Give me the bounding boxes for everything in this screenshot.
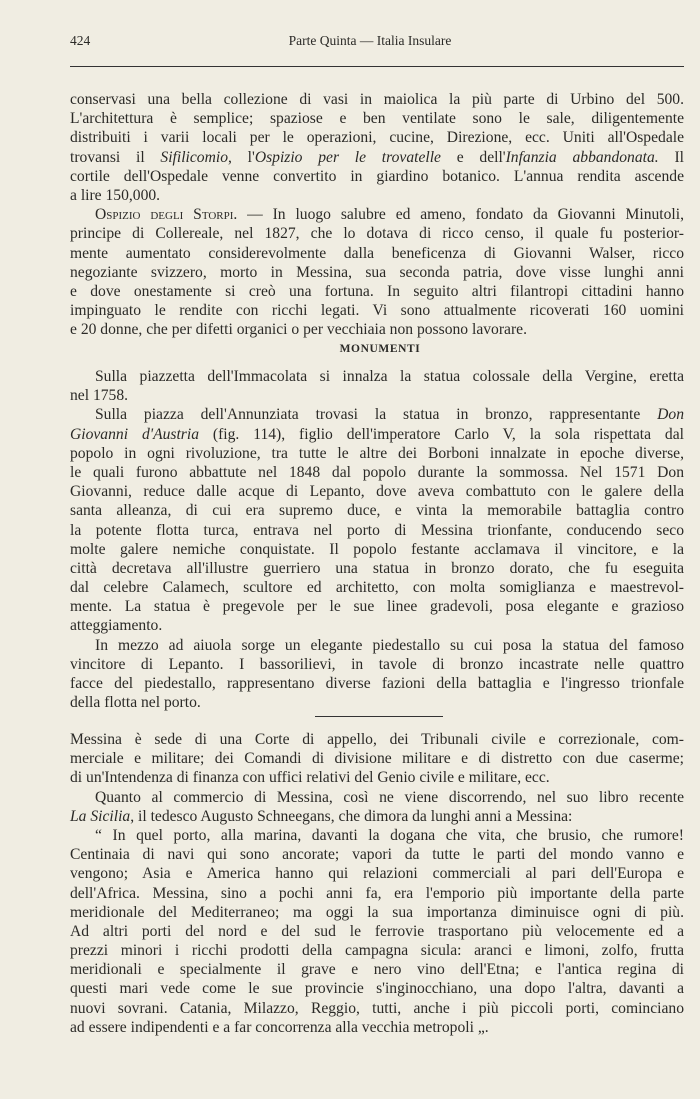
text-segment: Centinaia di navi qui sono ancorate; vapori da tutte le parti del mondo vanno e	[70, 846, 684, 864]
text-line	[70, 521, 684, 540]
text-segment: nel 1758.	[70, 387, 129, 405]
text-line	[70, 559, 684, 578]
text-segment: “ In quel porto, alla marina, davanti la dogana che vita, che brusio, che rumore!	[95, 826, 684, 844]
text-segment: principe di Collereale, nel 1827, che lo dotava di ricco censo, il quale fu posterior-	[70, 225, 684, 243]
text-segment: distribuiti i varii locali per le operazioni, cucine, Direzione, ecc. Uniti all'Ospedale	[70, 129, 684, 147]
text-segment: nuovi sovrani. Catania, Milazzo, Reggio, tutti, anche i più piccoli porti, cominciano	[70, 999, 684, 1017]
text-line	[70, 186, 684, 205]
text-line	[70, 845, 684, 864]
text-segment: dell'Africa. Messina, sino a pochi anni fa, era l'emporio più importante della parte	[70, 884, 684, 902]
text-line	[70, 655, 684, 674]
text-segment: La Sicilia	[70, 807, 131, 825]
text-block-hospitals	[70, 90, 684, 339]
section-heading: MONUMENTI	[339, 343, 421, 355]
text-line	[70, 263, 684, 282]
text-segment: trovansi il	[70, 148, 161, 166]
text-line	[70, 320, 684, 339]
text-line	[70, 674, 684, 693]
text-line	[70, 167, 684, 186]
text-segment: — In luogo salubre ed ameno, fondato da Giovanni Minutoli,	[237, 206, 684, 224]
text-line	[70, 864, 684, 883]
text-segment: e dove onestamente si creò una fortuna. In seguito altri filantropi cittadini hanno	[70, 282, 684, 300]
text-segment: Don	[657, 406, 684, 424]
text-line	[70, 826, 684, 845]
text-line	[70, 109, 684, 128]
text-block-commerce	[70, 730, 684, 1037]
text-line	[70, 749, 684, 768]
text-line	[70, 941, 684, 960]
text-segment: e dell'	[440, 148, 506, 166]
text-line	[70, 1018, 684, 1037]
text-segment: , l'	[228, 148, 255, 166]
text-segment: questi mari vede come le sue provincie s'inginocchiano, una dopo l'altra, davanti a	[70, 980, 684, 998]
text-segment: L'architettura è semplice; spaziose e ben ventilate sono le sale, diligentemente	[70, 110, 684, 128]
text-line	[70, 128, 684, 147]
text-segment: Il	[658, 148, 684, 166]
text-line	[70, 768, 684, 787]
text-line	[70, 616, 684, 635]
text-segment: In mezzo ad aiuola sorge un elegante piedestallo su cui posa la statua del famoso	[95, 636, 684, 654]
text-segment: Sulla piazza dell'Annunziata trovasi la statua in bronzo, rappresentante	[95, 406, 658, 424]
text-segment: meridionale del Mediterraneo; ma oggi la sua importanza diminuisce ogni di più.	[70, 903, 684, 921]
text-line	[70, 540, 684, 559]
text-segment: Ad altri porti del nord e del sud le ferrovie trasportano più velocemente ed a	[70, 922, 684, 940]
text-segment: Messina è sede di una Corte di appello, dei Tribunali civile e correzionale, com-	[70, 731, 684, 748]
text-segment: mente. La statua è pregevole per le sue linee gradevoli, posa elegante e grazioso	[70, 598, 684, 616]
text-line	[70, 960, 684, 979]
text-segment: atteggiamento.	[70, 617, 163, 635]
text-line	[70, 425, 684, 444]
header-rule	[70, 66, 684, 67]
text-segment: Sifilicomio	[160, 148, 228, 166]
text-segment: la potente flotta turca, entrava nel porto di Messina trionfante, conducendo seco	[70, 521, 684, 539]
text-segment: conservasi una bella collezione di vasi in maiolica la più parte di Urbino del 500.	[70, 91, 684, 108]
text-line	[70, 463, 684, 482]
text-line	[70, 224, 684, 243]
text-line	[70, 301, 684, 320]
text-line	[70, 884, 684, 903]
text-segment: di un'Intendenza di finanza con uffici relativi del Genio civile e militare, ecc.	[70, 769, 550, 787]
text-line	[70, 922, 684, 941]
text-line	[70, 501, 684, 520]
text-segment: dal celebre Calamech, scultore ed architetto, con molta somiglianza e maestrevol-	[70, 579, 684, 597]
text-segment: impinguato le rendite con ricchi legati. Vi sono attualmente ricoverati 160 uomini	[70, 302, 684, 320]
text-segment: Giovanni d'Austria	[70, 425, 199, 443]
text-segment: molte galere nemiche conquistate. Il popolo festante acclamava il vincitore, e la	[70, 540, 684, 558]
text-segment: negoziante svizzero, morto in Messina, sua seconda patria, dove visse lunghi anni	[70, 263, 684, 281]
text-line	[70, 979, 684, 998]
text-segment: città decretava all'illustre guerriero una statua in bronzo dorato, che fu eseguita	[70, 559, 684, 577]
text-segment: Giovanni, reduce dalle acque di Lepanto, dove aveva combattuto con le galere della	[70, 483, 684, 501]
text-segment: Infanzia abbandonata.	[505, 148, 659, 166]
text-segment: a lire 150,000.	[70, 186, 161, 204]
text-line	[70, 148, 684, 167]
text-block-monuments	[70, 367, 684, 712]
text-segment: mente aumentato considerevolmente dalla beneficenza di Giovanni Walser, ricco	[70, 244, 684, 262]
text-line	[70, 578, 684, 597]
text-line	[70, 244, 684, 263]
text-line	[70, 482, 684, 501]
page-number: 424	[70, 33, 91, 48]
text-segment: della flotta nel porto.	[70, 694, 201, 712]
text-line	[70, 730, 684, 749]
text-segment: le quali furono abbattute nel 1848 dal popolo durante la sommossa. Nel 1571 Don	[70, 463, 684, 481]
text-line	[70, 90, 684, 109]
text-line	[70, 386, 684, 405]
text-segment: meridionali e specialmente il grave e nero vino dell'Etna; e l'antica regina di	[70, 961, 684, 979]
text-segment: Quanto al commercio di Messina, così ne viene discorrendo, nel suo libro recente	[95, 788, 684, 806]
text-line	[70, 999, 684, 1018]
text-line	[70, 444, 684, 463]
running-title: Parte Quinta — Italia Insulare	[288, 33, 452, 48]
text-segment: facce del piedestallo, rappresentano diverse fazioni della battaglia e l'ingresso trionfale	[70, 675, 684, 692]
text-segment: vincitore di Lepanto. I bassorilievi, in tavole di bronzo incastrate nelle quattro	[70, 655, 684, 673]
text-segment: ad essere indipendenti e a far concorrenza alla vecchia metropoli „.	[70, 1018, 489, 1036]
text-segment: prezzi minori i ricchi prodotti della campagna sicula: aranci e limoni, zolfo, frutta	[70, 942, 684, 960]
section-separator	[315, 716, 443, 717]
text-line	[70, 367, 684, 386]
text-line	[70, 205, 684, 224]
text-line	[70, 636, 684, 655]
text-line	[70, 597, 684, 616]
text-segment: Ospizio degli Storpi.	[95, 206, 238, 224]
text-segment: , il tedesco Augusto Schneegans, che dimora da lunghi anni a Messina:	[130, 807, 573, 825]
text-line	[70, 788, 684, 807]
text-segment: merciale e militare; dei Comandi di divisione militare e di distretto con due caserme;	[70, 750, 684, 768]
text-line	[70, 903, 684, 922]
text-segment: (fig. 114), figlio dell'imperatore Carlo V, la sola rispettata dal	[199, 425, 684, 443]
text-segment: e 20 donne, che per difetti organici o per vecchiaia non possono lavorare.	[70, 321, 527, 339]
text-line	[70, 693, 684, 712]
text-segment: cortile dell'Ospedale venne convertito in giardino botanico. L'annua rendita ascende	[70, 167, 684, 185]
text-segment: santa alleanza, di cui era supremo duce, e vinta la memorabile battaglia contro	[70, 502, 684, 520]
text-line	[70, 405, 684, 424]
text-line	[70, 282, 684, 301]
text-segment: Ospizio per le trovatelle	[254, 148, 441, 166]
text-line	[70, 807, 684, 826]
text-segment: popolo in ogni rivoluzione, tra tutte le altre dei Borboni innalzate in epoche diverse,	[70, 444, 684, 462]
text-segment: Sulla piazzetta dell'Immacolata si innalza la statua colossale della Vergine, eretta	[95, 368, 684, 385]
text-segment: vengono; Asia e America hanno qui relazioni commerciali al pari dell'Europa e	[70, 865, 684, 883]
